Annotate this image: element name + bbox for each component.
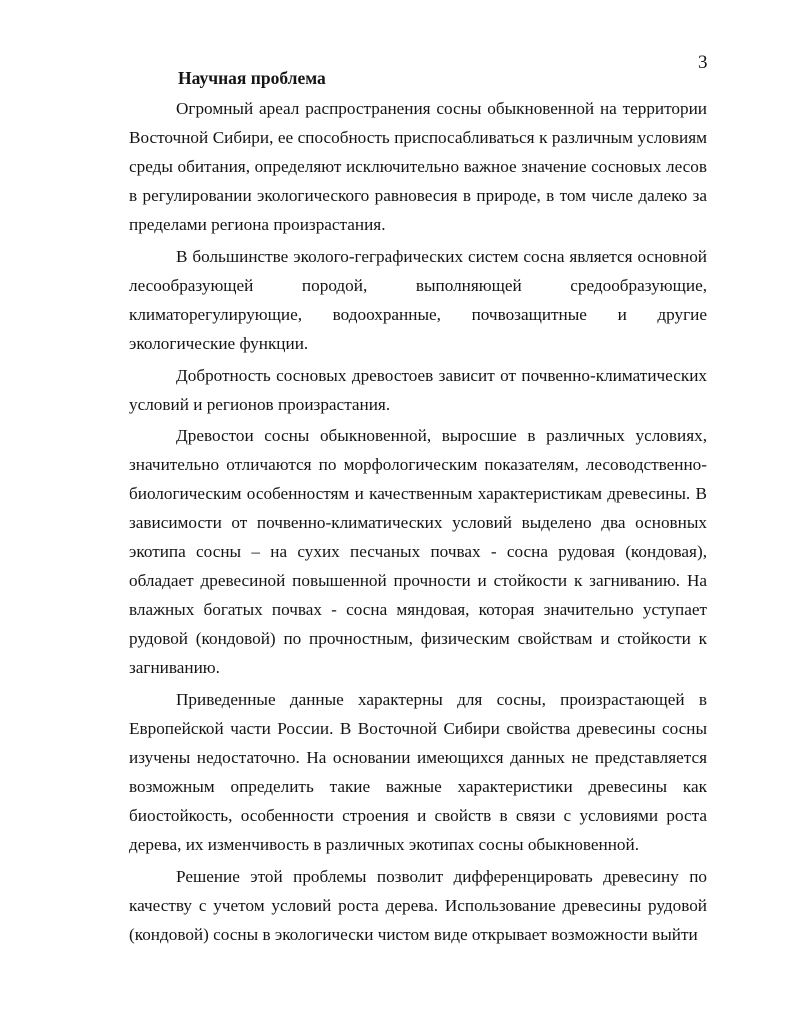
- paragraph: Древостои сосны обыкновенной, выросшие в различных условиях, значительно отличаются по морфологическим показателям, лесоводственно-биологическим особенностям и качественным характеристикам древесины. В зависимости от почвенно-климатических условий выделено два основных экотипа сосны – на сухих песчаных почвах - сосна рудовая (кондовая), обладает древесиной повышенной прочности и стойкости к загниванию. На влажных богатых почвах - сосна мяндовая, которая значительно уступает рудовой (кондовой) по прочностным, физическим свойствам и стойкости к загниванию.: [129, 426, 707, 678]
- document-body: [129, 95, 707, 950]
- paragraph: Решение этой проблемы позволит дифференцировать древесину по качеству с учетом условий роста дерева. Использование древесины рудовой (кондовой) сосны в экологически чистом виде открывает возможности выйти: [129, 866, 707, 944]
- page-number: 3: [698, 52, 708, 73]
- paragraph: Приведенные данные характерны для сосны, произрастающей в Европейской части России. В Восточной Сибири свойства древесины сосны изучены недостаточно. На основании имеющихся данных не представляется возможным определить такие важные характеристики древесины как биостойкость, особенности строения и свойств в связи с условиями роста дерева, их изменчивость в различных экотипах сосны обыкновенной.: [129, 690, 707, 854]
- paragraph: Добротность сосновых древостоев зависит от почвенно-климатических условий и регионов произрастания.: [129, 365, 707, 414]
- paragraph: Огромный ареал распространения сосны обыкновенной на территории Восточной Сибири, ее способность приспосабливаться к различным условиям среды обитания, определяют исключительно важное значение сосновых лесов в регулировании экологического равновесия в природе, в том числе далеко за пределами региона произрастания.: [129, 99, 707, 234]
- paragraph: В большинстве эколого-геграфических систем сосна является основной лесообразующей породой, выполняющей средообразующие, климаторегулирующие, водоохранные, почвозащитные и другие экологические функции.: [129, 246, 707, 353]
- section-heading: Научная проблема: [178, 68, 326, 88]
